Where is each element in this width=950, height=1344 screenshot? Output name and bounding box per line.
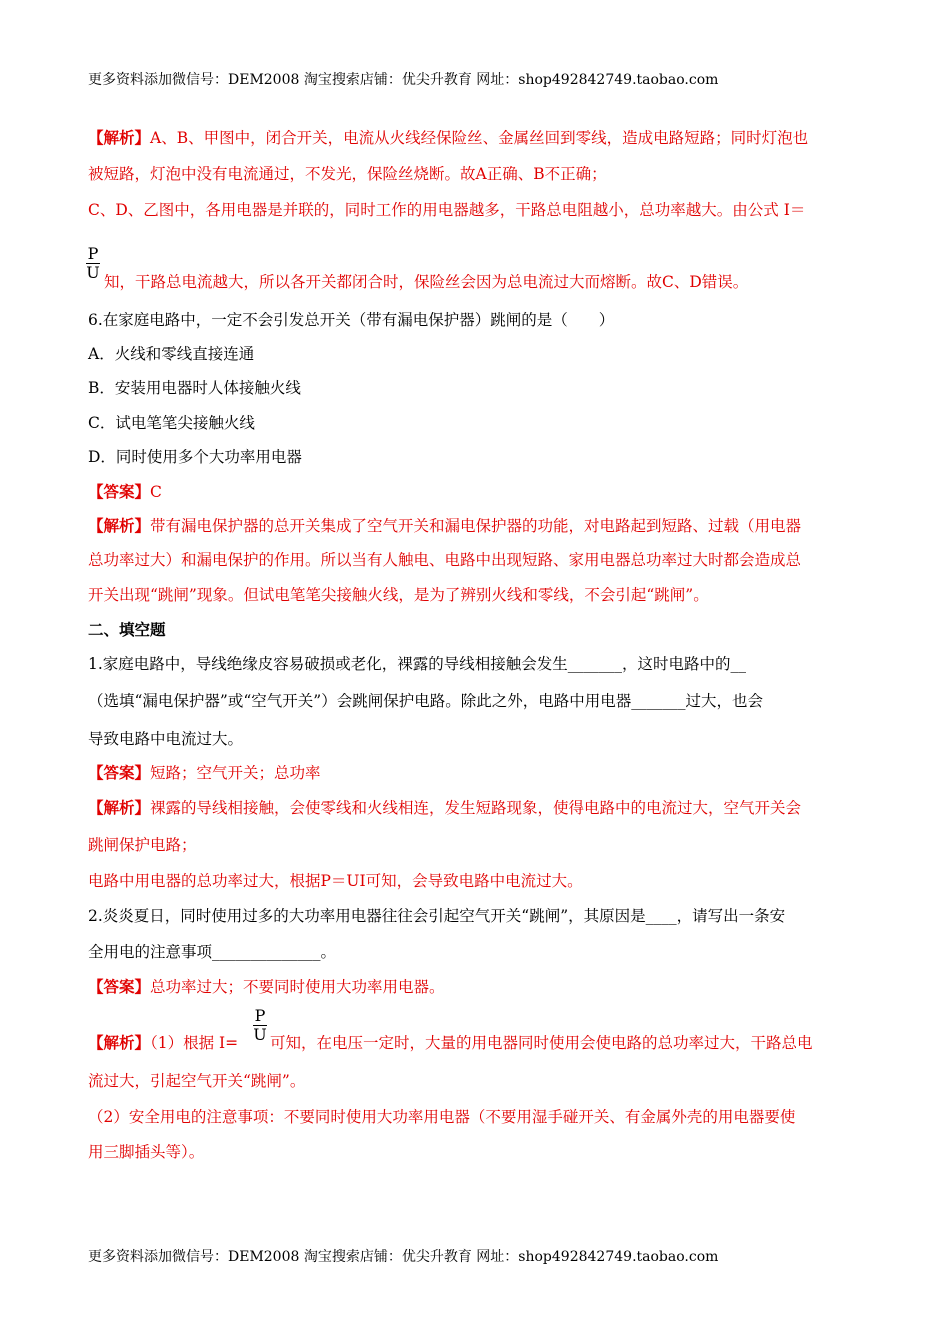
analysis-tag: 【解析】	[88, 128, 151, 147]
q6-analysis-line-3: 开关出现“跳闸”现象。但试电笔笔尖接触火线，是为了辨别火线和零线，不会引起“跳闸”。	[88, 586, 709, 604]
q6-option-a: A．火线和零线直接连通	[88, 345, 255, 363]
q6-answer: 【答案】C	[88, 482, 162, 501]
f1-analysis-line-3: 电路中用电器的总功率过大，根据P＝UI可知，会导致电路中电流过大。	[88, 872, 583, 890]
f1-stem-line-1: 1.家庭电路中，导线绝缘皮容易破损或老化，裸露的导线相接触会发生_______，这时电路中的__	[88, 655, 747, 673]
f2-answer: 【答案】总功率过大；不要同时使用大功率用电器。	[88, 977, 445, 996]
q6-analysis-line-1: 【解析】带有漏电保护器的总开关集成了空气开关和漏电保护器的功能，对电路起到短路、过载（用电器	[88, 516, 802, 535]
f1-answer: 【答案】短路；空气开关；总功率	[88, 763, 321, 782]
prev-analysis-line-3: C、D、乙图中，各用电器是并联的，同时工作的用电器越多，干路总电阻越小，总功率越大。由公式 I＝	[88, 201, 806, 219]
f2-stem-line-1: 2.炎炎夏日，同时使用过多的大功率用电器往往会引起空气开关“跳闸”，其原因是____，请写出一条安	[88, 907, 786, 925]
f2-analysis-line-2: 流过大，引起空气开关“跳闸”。	[88, 1072, 306, 1090]
f2-stem-line-2: 全用电的注意事项______________。	[88, 943, 337, 961]
f1-stem-line-2: （选填“漏电保护器”或“空气开关”）会跳闸保护电路。除此之外，电路中用电器_______过大，也会	[88, 692, 763, 710]
prev-analysis-line-2: 被短路，灯泡中没有电流通过，不发光，保险丝烧断。故A正确、B不正确；	[88, 165, 607, 183]
q6-option-c: C．试电笔笔尖接触火线	[88, 414, 255, 432]
q6-option-b: B．安装用电器时人体接触火线	[88, 379, 301, 397]
f1-analysis-line-2: 跳闸保护电路；	[88, 836, 197, 854]
q6-analysis-line-2: 总功率过大）和漏电保护的作用。所以当有人触电、电路中出现短路、家用电器总功率过大时都会造成总	[88, 551, 802, 569]
page-footer: 更多资料添加微信号：DEM2008 淘宝搜索店铺：优尖升教育 网址：shop492842749.taobao.com	[88, 1249, 719, 1265]
f1-analysis-line-1: 【解析】裸露的导线相接触，会使零线和火线相连，发生短路现象，使得电路中的电流过大，空气开关会	[88, 798, 802, 817]
prev-analysis-line-1: 【解析】A、B、甲图中，闭合开关，电流从火线经保险丝、金属丝回到零线，造成电路短路；同时灯泡也	[88, 128, 809, 147]
f2-analysis-line-4: 用三脚插头等）。	[88, 1143, 205, 1161]
f2-analysis-line-1a: 【解析】（1）根据 I=	[88, 1033, 239, 1052]
fraction-p-over-u: $\frac{P}{U}$	[86, 244, 100, 282]
section-title-fill-in: 二、填空题	[88, 620, 166, 639]
q6-stem: 6.在家庭电路中，一定不会引发总开关（带有漏电保护器）跳闸的是（ ）	[88, 311, 615, 329]
prev-analysis-line-4: 知，干路总电流越大，所以各开关都闭合时，保险丝会因为总电流过大而熔断。故C、D错误。	[104, 273, 749, 291]
f1-stem-line-3: 导致电路中电流过大。	[88, 730, 244, 748]
f2-analysis-line-1b: 可知，在电压一定时，大量的用电器同时使用会使电路的总功率过大，干路总电	[270, 1034, 813, 1052]
q6-option-d: D．同时使用多个大功率用电器	[88, 448, 302, 466]
fraction-p-over-u-2: $\frac{P}{U}$	[253, 1006, 267, 1044]
f2-analysis-line-3: （2）安全用电的注意事项：不要同时使用大功率用电器（不要用湿手碰开关、有金属外壳的用电器要使	[88, 1108, 796, 1126]
page-header: 更多资料添加微信号：DEM2008 淘宝搜索店铺：优尖升教育 网址：shop492842749.taobao.com	[88, 72, 719, 88]
